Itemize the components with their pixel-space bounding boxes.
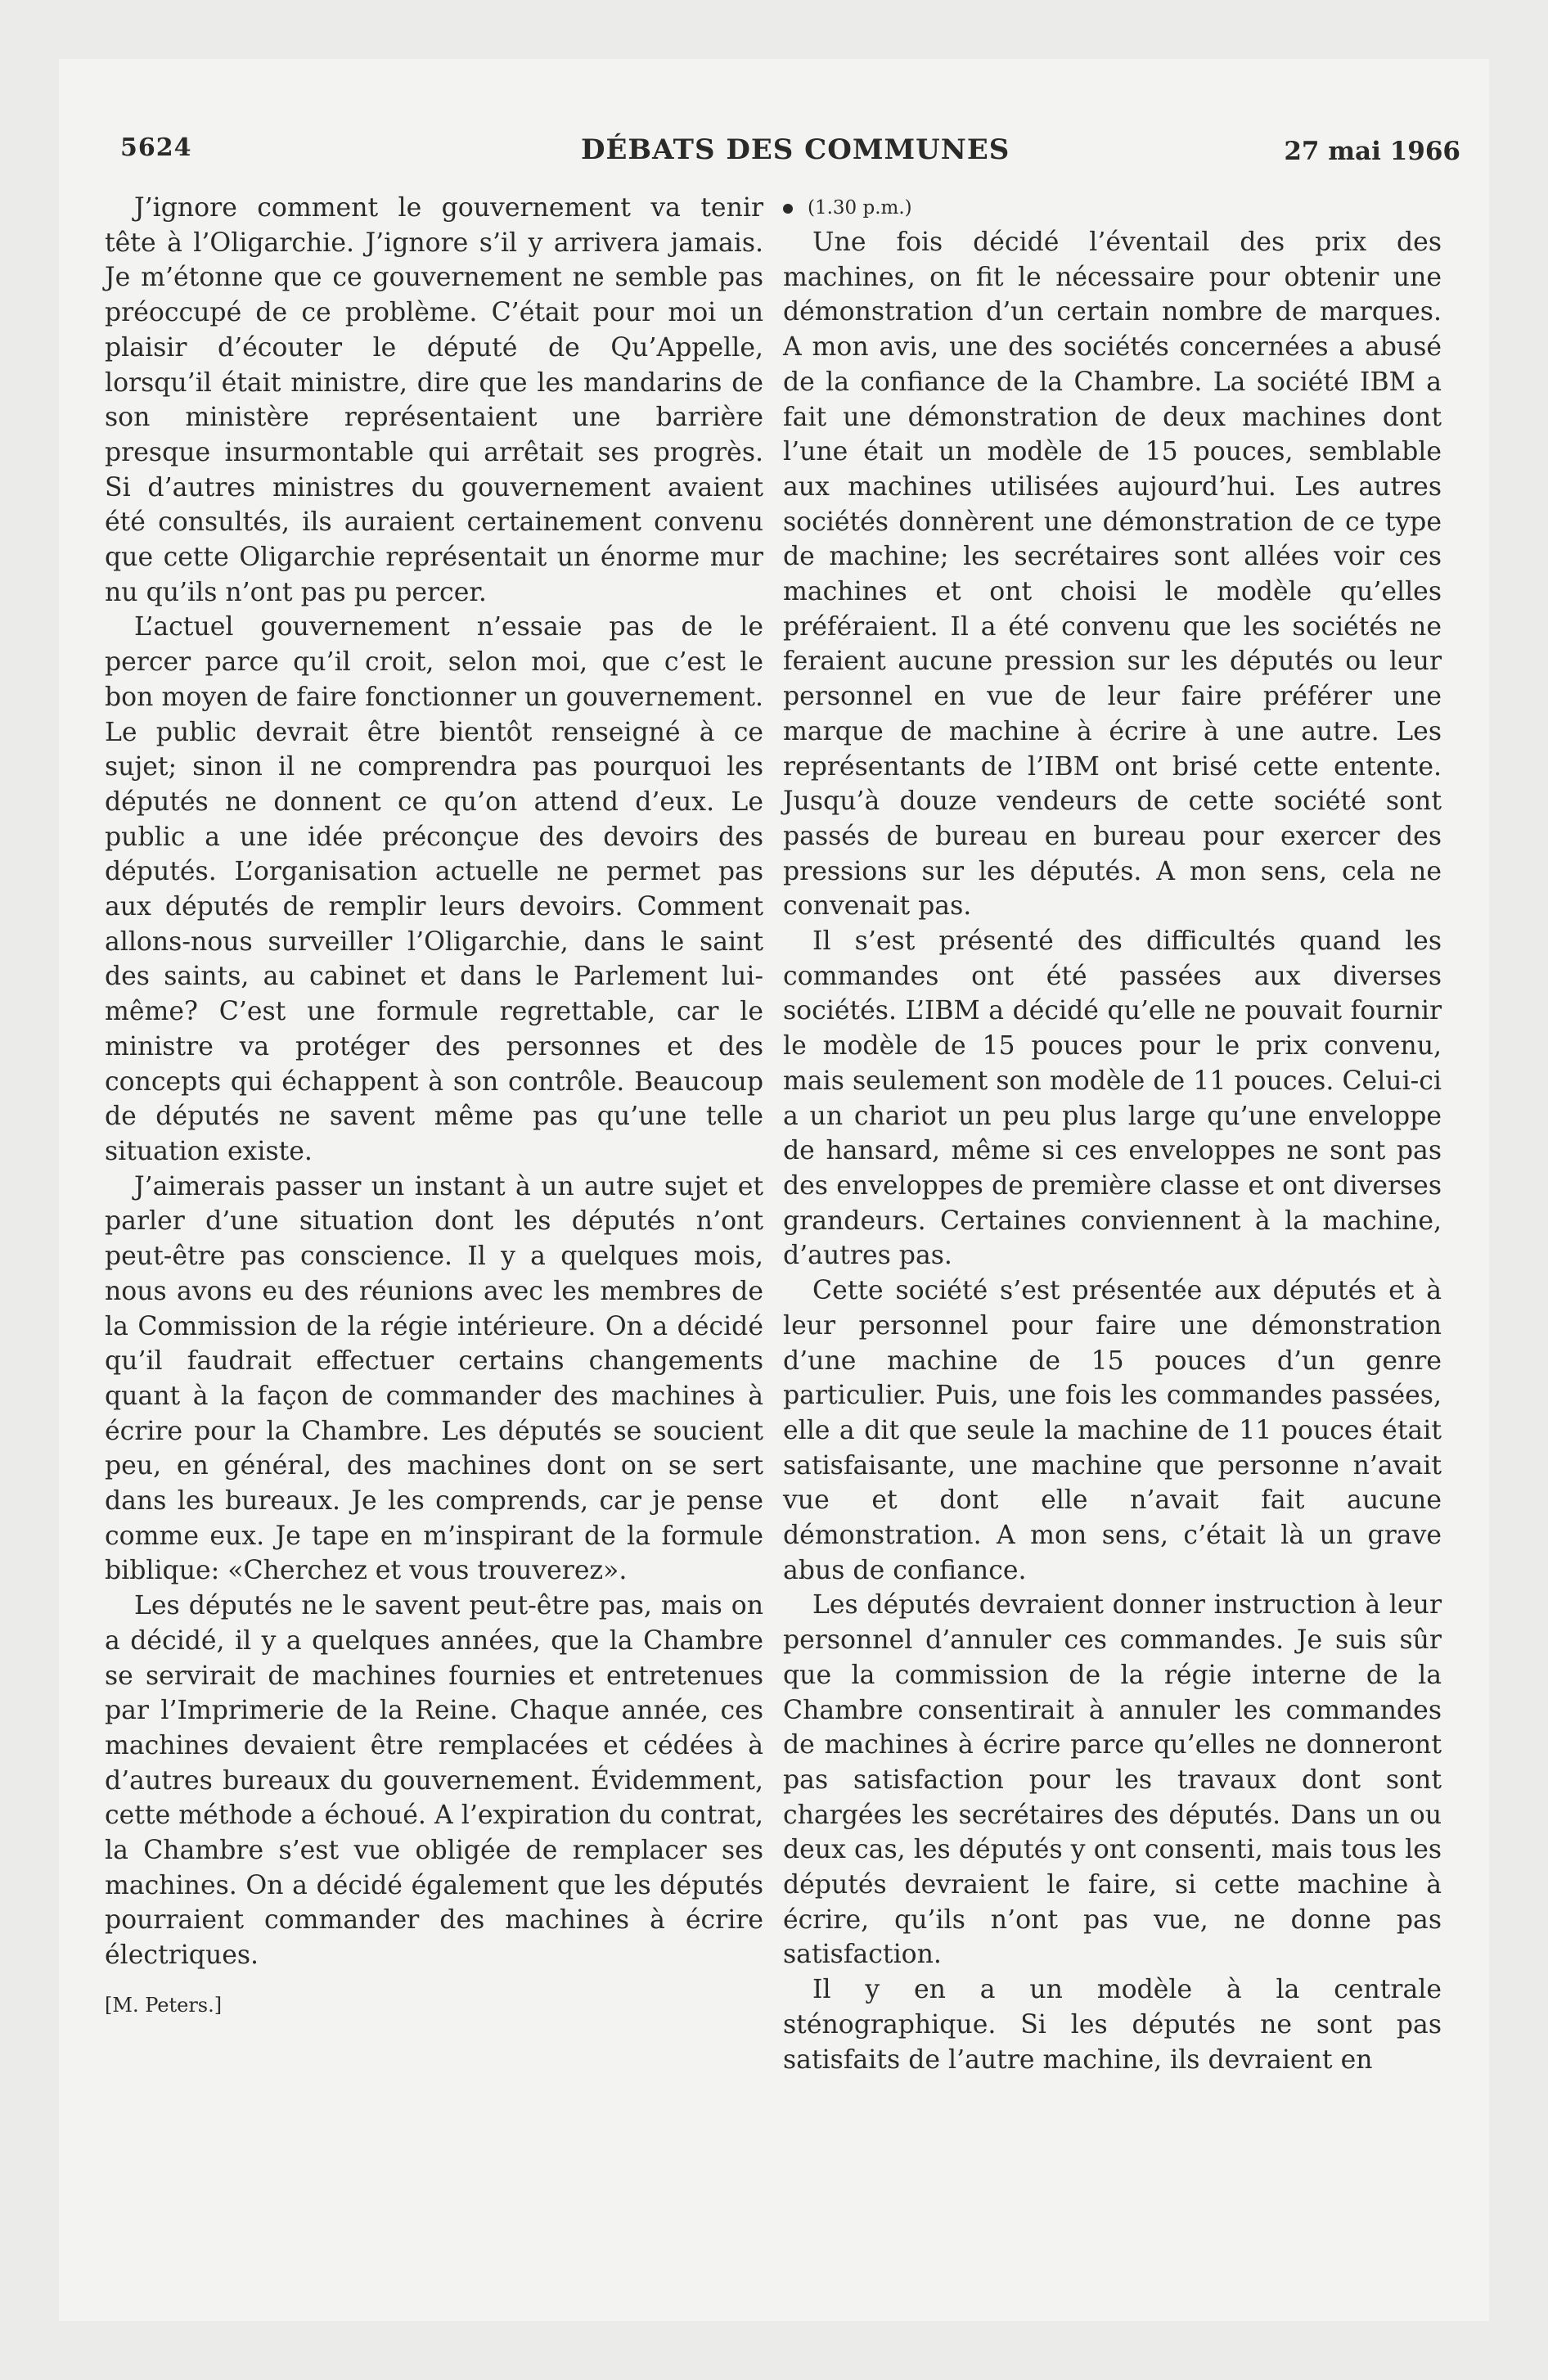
paragraph: J’aimerais passer un instant à un autre sujet et parler d’une situation dont les députés n’ont peut-être pas conscience. Il y a quelques mois, nous avons eu des réunions avec les membres de la Commission de la régie intérieure. On a décidé qu’il faudrait effectuer certains changements quant à la façon de commander des machines à écrire pour la Chambre. Les députés se soucient peu, en général, des machines dont on se sert dans les bureaux. Je les comprends, car je pense comme eux. Je tape en m’inspirant de la formule biblique: «Cherchez et vous trouverez». [105, 1171, 763, 1586]
page-number: 5624 [120, 133, 192, 162]
right-column [783, 191, 1442, 2077]
speaker-attribution: [M. Peters.] [105, 1993, 223, 2017]
page-header [86, 78, 1460, 166]
bullet-icon [783, 204, 793, 214]
paragraph: Il y en a un modèle à la centrale sténographique. Si les députés ne sont pas satisfaits de l’autre machine, ils devraient en [783, 1975, 1442, 2075]
publication-title: DÉBATS DES COMMUNES [581, 133, 1010, 166]
time-marker: (1.30 p.m.) [808, 197, 912, 219]
paragraph: L’actuel gouvernement n’essaie pas de le percer parce qu’il croit, selon moi, que c’est le bon moyen de faire fonctionner un gouvernement. Le public devrait être bientôt renseigné à ce sujet; sinon il ne comprendra pas pourquoi les députés ne donnent ce qu’on attend d’eux. Le public a une idée préconçue des devoirs des députés. L’organisation actuelle ne permet pas aux députés de remplir leurs devoirs. Comment allons-nous surveiller l’Oligarchie, dans le saint des saints, au cabinet et dans le Parlement lui-même? C’est une formule regrettable, car le ministre va protéger des personnes et des concepts qui échappent à son contrôle. Beaucoup de députés ne savent même pas qu’une telle situation existe. [105, 612, 763, 1166]
left-column [105, 191, 763, 2023]
paragraph: J’ignore comment le gouvernement va tenir tête à l’Oligarchie. J’ignore s’il y arrivera jamais. Je m’étonne que ce gouvernement ne semble pas préoccupé de ce problème. C’était pour moi un plaisir d’écouter le député de Qu’Appelle, lorsqu’il était ministre, dire que les mandarins de son ministère représentaient une barrière presque insurmontable qui arrêtait ses progrès. Si d’autres ministres du gouvernement avaient été consultés, ils auraient certainement convenu que cette Oligarchie représentait un énorme mur nu qu’ils n’ont pas pu percer. [105, 193, 763, 607]
paragraph: Il s’est présenté des difficultés quand les commandes ont été passées aux diverses sociétés. L’IBM a décidé qu’elle ne pouvait fournir le modèle de 15 pouces pour le prix convenu, mais seulement son modèle de 11 pouces. Celui-ci a un chariot un peu plus large qu’une enveloppe de hansard, même si ces enveloppes ne sont pas des enveloppes de première classe et ont diverses grandeurs. Certaines conviennent à la machine, d’autres pas. [783, 926, 1442, 1271]
paragraph: Les députés devraient donner instruction à leur personnel d’annuler ces commandes. Je suis sûr que la commission de la régie interne de la Chambre consentirait à annuler les commandes de machines à écrire parce qu’elles ne donneront pas satisfaction pour les travaux dont sont chargées les secrétaires des députés. Dans un ou deux cas, les députés y ont consenti, mais tous les députés devraient le faire, si cette machine à écrire, qu’ils n’ont pas vue, ne donne pas satisfaction. [783, 1590, 1442, 1970]
time-marker-line [783, 191, 1442, 225]
paragraph: Les députés ne le savent peut-être pas, mais on a décidé, il y a quelques années, que la Chambre se servirait de machines fournies et entretenues par l’Imprimerie de la Reine. Chaque année, ces machines devaient être remplacées et cédées à d’autres bureaux du gouvernement. Évidemment, cette méthode a échoué. A l’expiration du contrat, la Chambre s’est vue obligée de remplacer ses machines. On a décidé également que les députés pourraient commander des machines à écrire électriques. [105, 1591, 763, 1971]
paragraph: Cette société s’est présentée aux députés et à leur personnel pour faire une démonstration d’une machine de 15 pouces d’un genre particulier. Puis, une fois les commandes passées, elle a dit que seule la machine de 11 pouces était satisfaisante, une machine que personne n’avait vue et dont elle n’avait fait aucune démonstration. A mon sens, c’était là un grave abus de confiance. [783, 1276, 1442, 1585]
paragraph: Une fois décidé l’éventail des prix des machines, on fit le nécessaire pour obtenir une démonstration d’un certain nombre de marques. A mon avis, une des sociétés concernées a abusé de la confiance de la Chambre. La société IBM a fait une démonstration de deux machines dont l’une était un modèle de 15 pouces, semblable aux machines utilisées aujourd’hui. Les autres sociétés donnèrent une démonstration de ce type de machine; les secrétaires sont allées voir ces machines et ont choisi le modèle qu’elles préféraient. Il a été convenu que les sociétés ne feraient aucune pression sur les députés ou leur personnel en vue de leur faire préférer une marque de machine à écrire à une autre. Les représentants de l’IBM ont brisé cette entente. Jusqu’à douze vendeurs de cette société sont passés de bureau en bureau pour exercer des pressions sur les députés. A mon sens, cela ne convenait pas. [783, 228, 1442, 922]
publication-date: 27 mai 1966 [1284, 137, 1460, 166]
